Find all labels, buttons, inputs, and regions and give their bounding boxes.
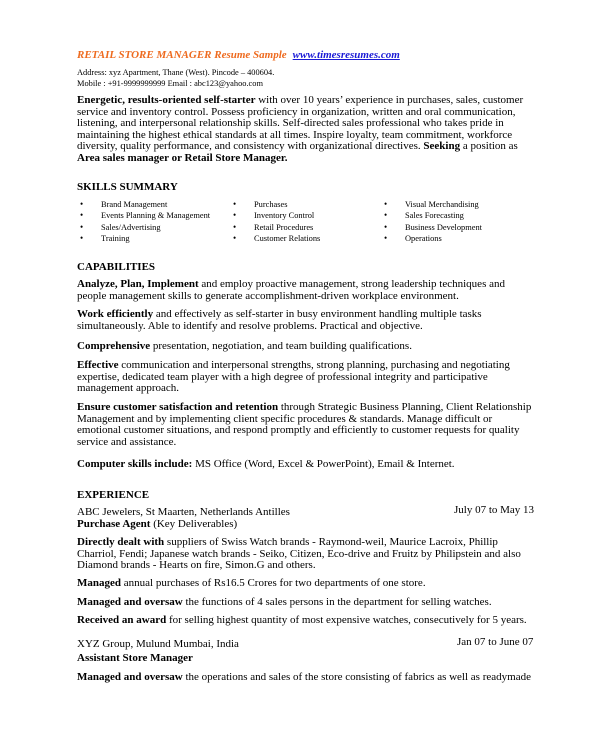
skill-item: • Sales/Advertising bbox=[80, 222, 210, 233]
summary-lead: Energetic, results-oriented self-starter bbox=[77, 94, 256, 106]
job1-company: ABC Jewelers, St Maarten, Netherlands Antilles bbox=[77, 506, 290, 518]
capabilities-heading: CAPABILITIES bbox=[77, 261, 156, 273]
capability-item: Ensure customer satisfaction and retention through Strategic Business Planning, Client Relationship Management and by implementing client specific procedures & standards. Manage difficult or emotional customer situations, and respond promptly and efficiently to customer requests for quality service and assistance. bbox=[77, 401, 532, 448]
job1-duty: Managed and oversaw the functions of 4 sales persons in the department for selling watches. bbox=[77, 596, 492, 608]
resume-title: RETAIL STORE MANAGER Resume Sample bbox=[77, 49, 287, 61]
capability-item: Computer skills include: MS Office (Word, Excel & PowerPoint), Email & Internet. bbox=[77, 458, 455, 470]
skill-item: • Inventory Control bbox=[233, 210, 320, 221]
skill-item: • Purchases bbox=[233, 199, 320, 210]
job1-duty: Received an award for selling highest quantity of most expensive watches, consecutively for 5 years. bbox=[77, 614, 527, 626]
job2-company: XYZ Group, Mulund Mumbai, India bbox=[77, 638, 239, 650]
career-goal: Area sales manager or Retail Store Manager. bbox=[77, 151, 288, 164]
job1-duty: Managed annual purchases of Rs16.5 Crores for two departments of one store. bbox=[77, 577, 426, 589]
skills-column-3 bbox=[384, 199, 482, 245]
website-link[interactable]: www.timesresumes.com bbox=[292, 49, 400, 61]
experience-heading: EXPERIENCE bbox=[77, 489, 150, 501]
skill-item: • Customer Relations bbox=[233, 233, 320, 244]
capability-item: Effective communication and interpersonal strengths, strong planning, purchasing and negotiating expertise, dedicated team player with a high degree of professional integrity and participative management approach. bbox=[77, 359, 510, 395]
capability-item: Comprehensive presentation, negotiation, and team building qualifications. bbox=[77, 340, 412, 352]
address-line: Address: xyz Apartment, Thane (West). Pincode – 400604. bbox=[77, 68, 275, 77]
skill-item: • Sales Forecasting bbox=[384, 210, 482, 221]
skill-item: • Retail Procedures bbox=[233, 222, 320, 233]
summary-paragraph: Energetic, results-oriented self-starter with over 10 years’ experience in purchases, sales, customer service and inventory control. Possess proficiency in organization, written and oral communication, listening, and interpersonal relationship skills. Self-directed sales professional who takes pride in maintaining the highest ethical standards at all times. Inspire loyalty, team commitment, workforce diversity, quality performance, and consistency with organizational directives. Seeking a position as Area sales manager or Retail Store Manager. bbox=[77, 94, 524, 164]
job1-duty: Directly dealt with suppliers of Swiss Watch brands - Raymond-weil, Maurice Lacroix, Phillip Charriol, Fendi; Japanese watch brands - Seiko, Citizen, Eco-drive and Fruitz by Philipstein and also Diamond brands - Hearts on fire, Simon.G and others. bbox=[77, 536, 521, 572]
job2-title: Assistant Store Manager bbox=[77, 652, 193, 664]
skill-item: • Brand Management bbox=[80, 199, 210, 210]
mobile-email-line: Mobile : +91-9999999999 Email : abc123@yahoo.com bbox=[77, 79, 263, 88]
job1-dates: July 07 to May 13 bbox=[454, 504, 535, 516]
skill-item: • Business Development bbox=[384, 222, 482, 233]
skill-item: • Events Planning & Management bbox=[80, 210, 210, 221]
capability-item: Analyze, Plan, Implement and employ proactive management, strong leadership techniques and people management skills to generate accomplishment-driven workplace environment. bbox=[77, 278, 505, 302]
skill-item: • Visual Merchandising bbox=[384, 199, 482, 210]
skills-column-1 bbox=[80, 199, 210, 245]
job2-duty: Managed and oversaw the operations and sales of the store consisting of fabrics as well as readymade bbox=[77, 671, 531, 683]
skill-item: • Operations bbox=[384, 233, 482, 244]
job1-title: Purchase Agent (Key Deliverables) bbox=[77, 518, 238, 530]
skills-heading: SKILLS SUMMARY bbox=[77, 181, 178, 193]
resume-header bbox=[77, 49, 400, 61]
skills-column-2 bbox=[233, 199, 320, 245]
skill-item: • Training bbox=[80, 233, 210, 244]
job2-dates: Jan 07 to June 07 bbox=[457, 636, 534, 648]
capability-item: Work efficiently and effectively as self-starter in busy environment handling multiple tasks simultaneously. Able to identify and resolve problems. Practical and objective. bbox=[77, 308, 482, 332]
